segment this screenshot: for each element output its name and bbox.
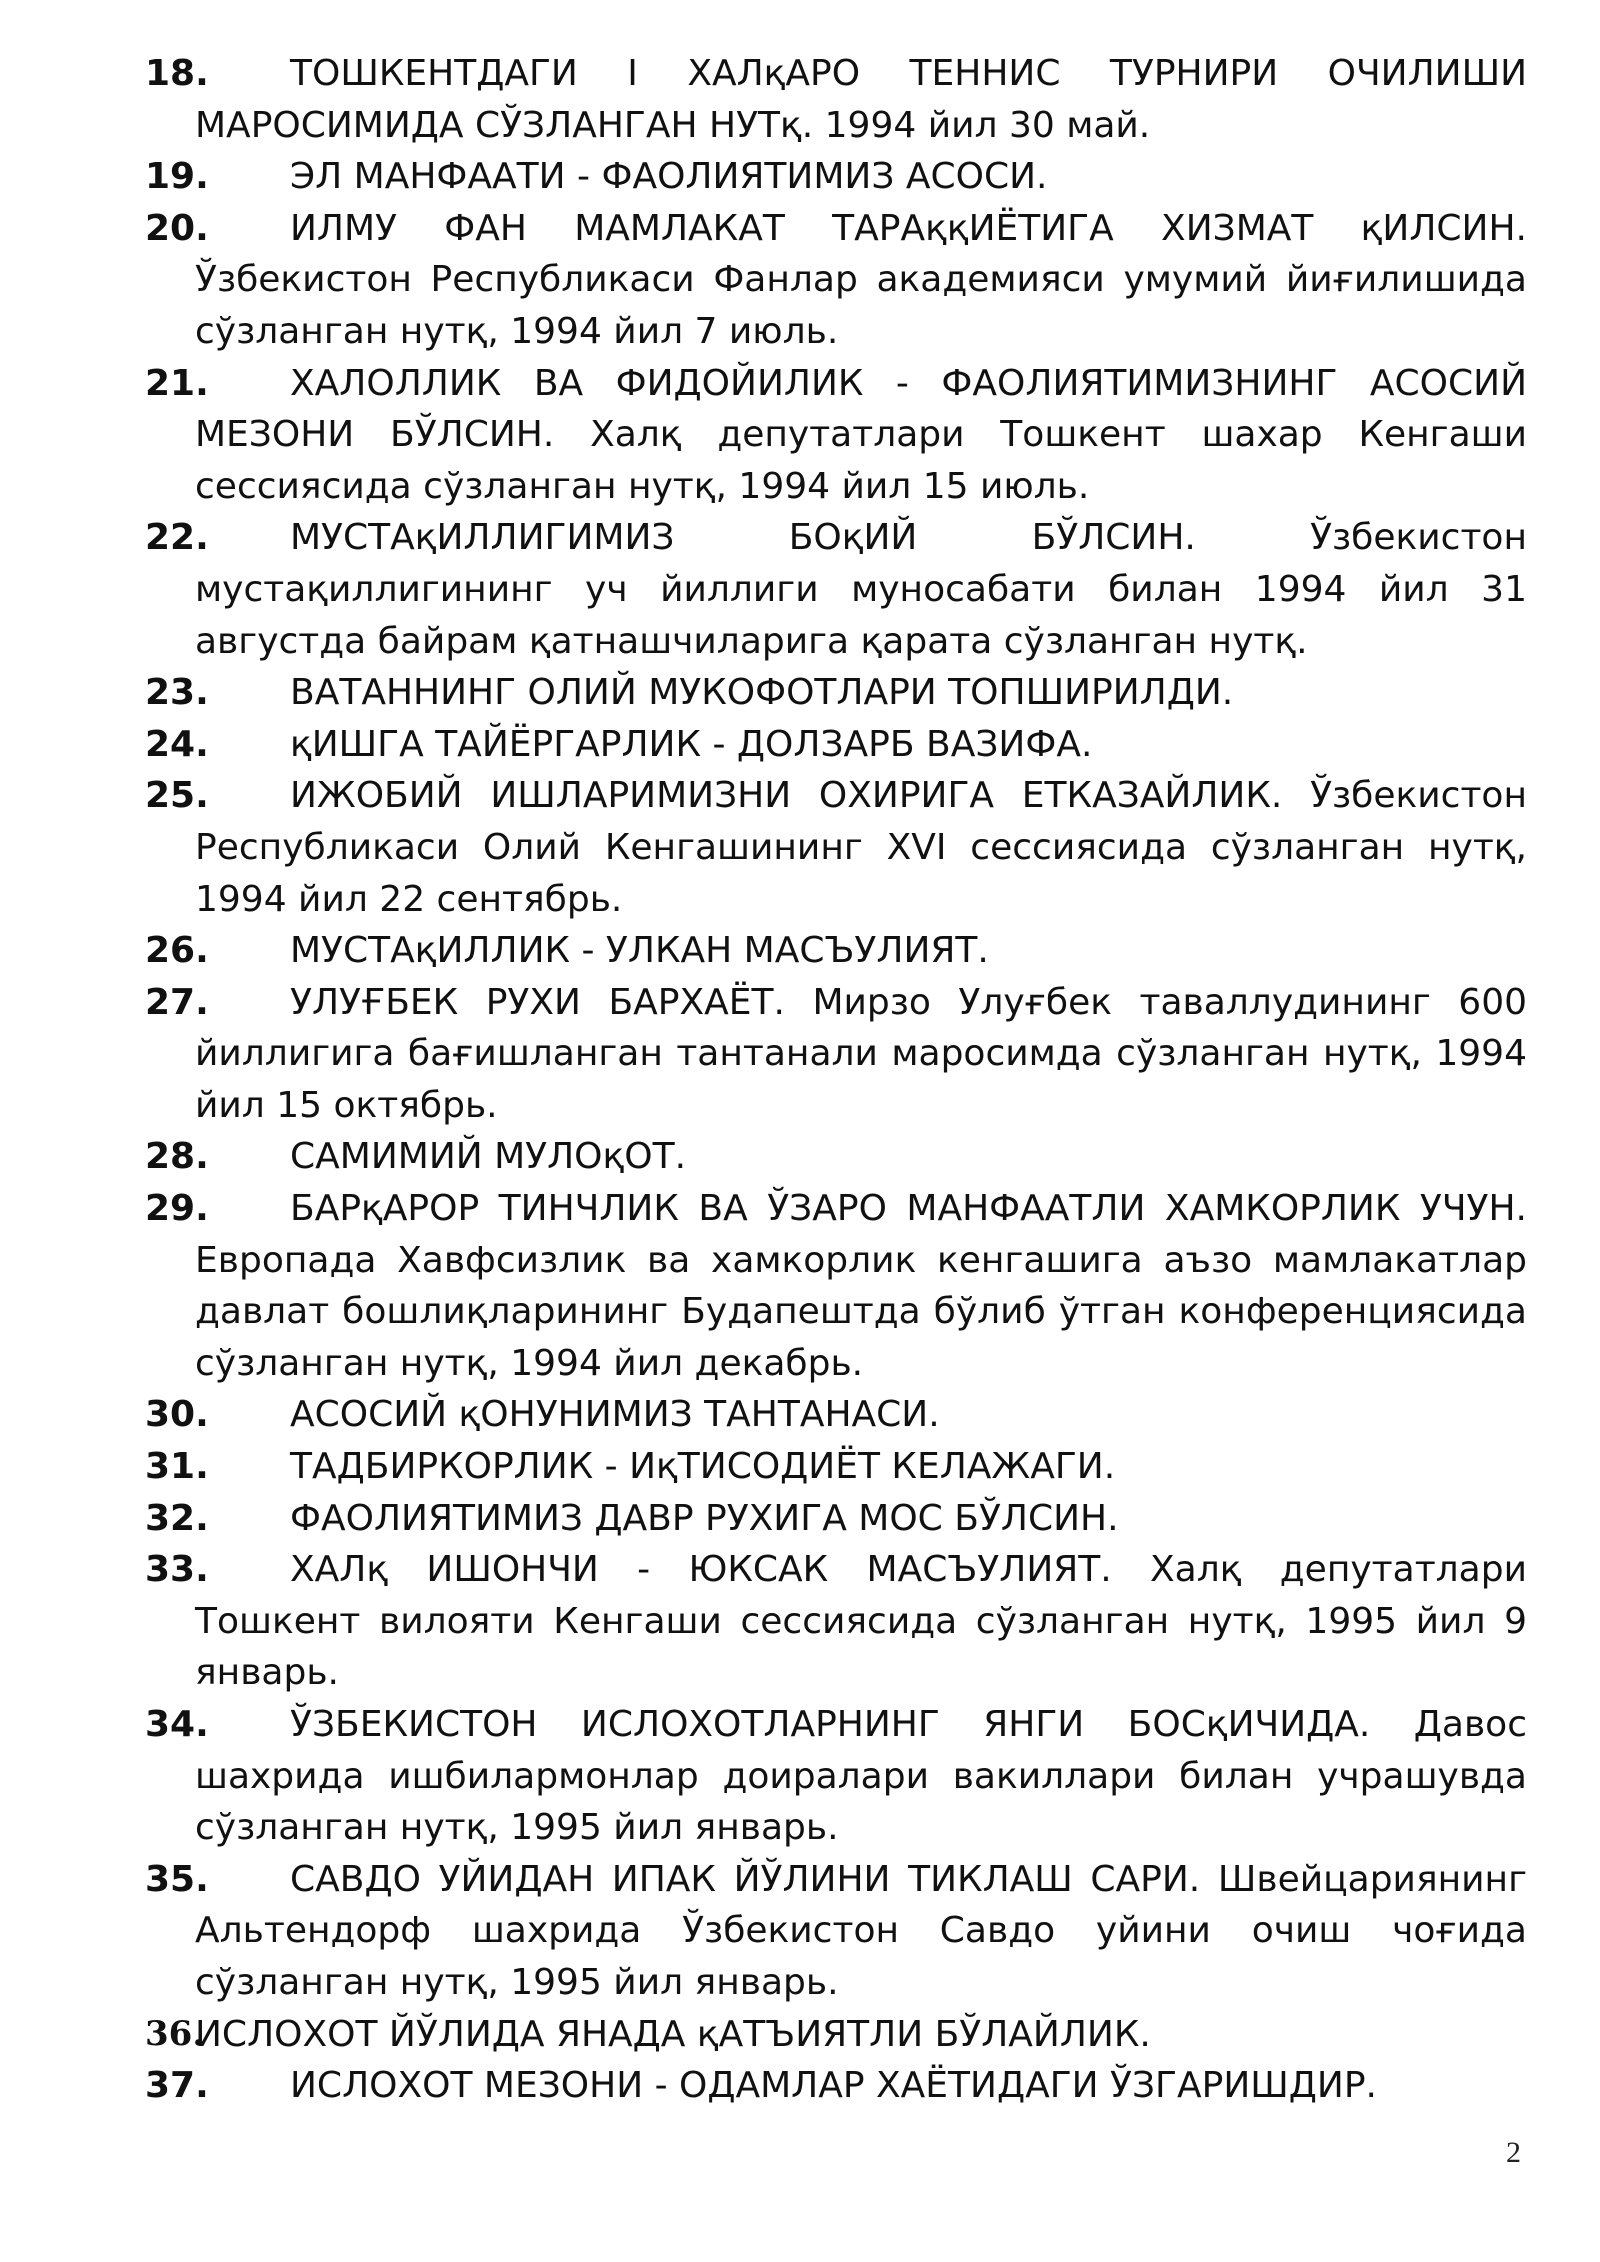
list-item xyxy=(145,770,1527,925)
item-text: САМИМИЙ МУЛОқОТ. xyxy=(290,1136,687,1178)
item-text: ЎЗБЕКИСТОН ИСЛОХОТЛАРНИНГ ЯНГИ БОСқИЧИДА. Давос шахрида ишбилармонлар доиралари вакиллари билан учрашувда сўзланган нутқ, 1995 йил январь. xyxy=(195,1704,1527,1849)
item-text: САВДО УЙИДАН ИПАК ЙЎЛИНИ ТИКЛАШ САРИ. Швейцариянинг Альтендорф шахрида Ўзбекистон Савдо уйини очиш чоғида сўзланган нутқ, 1995 йил январь. xyxy=(195,1858,1527,2003)
item-text: ИСЛОХОТ ЙЎЛИДА ЯНАДА қАТЪИЯТЛИ БЎЛАЙЛИК. xyxy=(195,2013,1151,2055)
item-number: 36. xyxy=(145,2013,205,2054)
item-number: 23. xyxy=(145,672,209,714)
item-text: ИЖОБИЙ ИШЛАРИМИЗНИ ОХИРИГА ЕТКАЗАЙЛИК. Ўзбекистон Республикаси Олий Кенгашининг XVI сессиясида сўзланган нутқ, 1994 йил 22 сентябрь. xyxy=(195,775,1527,920)
item-number: 35. xyxy=(145,1858,209,1900)
item-number: 26. xyxy=(145,930,209,972)
list-item xyxy=(145,1544,1527,1699)
list-item xyxy=(145,512,1527,667)
list-item xyxy=(145,203,1527,358)
item-number: 31. xyxy=(145,1446,209,1488)
item-number: 21. xyxy=(145,362,209,404)
list-item xyxy=(145,977,1527,1132)
list-item xyxy=(145,1183,1527,1389)
list-item xyxy=(145,2009,1527,2061)
list-item xyxy=(145,1131,1527,1183)
item-text: ВАТАННИНГ ОЛИЙ МУКОФОТЛАРИ ТОПШИРИЛДИ. xyxy=(290,672,1234,714)
list-item xyxy=(145,358,1527,513)
item-number: 29. xyxy=(145,1188,209,1230)
document-list xyxy=(145,48,1527,2112)
list-item xyxy=(145,667,1527,719)
item-text: ХАЛОЛЛИК ВА ФИДОЙИЛИК - ФАОЛИЯТИМИЗНИНГ АСОСИЙ МЕЗОНИ БЎЛСИН. Халқ депутатлари Тошкент шахар Кенгаши сессиясида сўзланган нутқ, 1994 йил 15 июль. xyxy=(195,362,1527,507)
item-number: 30. xyxy=(145,1394,209,1436)
list-item xyxy=(145,48,1527,151)
item-text: ХАЛқ ИШОНЧИ - ЮКСАК МАСЪУЛИЯТ. Халқ депутатлари Тошкент вилояти Кенгаши сессиясида сўзланган нутқ, 1995 йил 9 январь. xyxy=(195,1549,1527,1694)
item-text: МУСТАқИЛЛИГИМИЗ БОқИЙ БЎЛСИН. Ўзбекистон мустақиллигининг уч йиллиги муносабати билан 1994 йил 31 августда байрам қатнашчиларига қарата сўзланган нутқ. xyxy=(195,517,1527,662)
item-number: 34. xyxy=(145,1704,209,1745)
list-item xyxy=(145,719,1527,771)
list-item xyxy=(145,925,1527,977)
item-text: АСОСИЙ қОНУНИМИЗ ТАНТАНАСИ. xyxy=(290,1394,940,1436)
item-text: ТОШКЕНТДАГИ I ХАЛқАРО ТЕННИС ТУРНИРИ ОЧИЛИШИ МАРОСИМИДА СЎЗЛАНГАН НУТқ. 1994 йил 30 май. xyxy=(195,53,1527,146)
item-text: ФАОЛИЯТИМИЗ ДАВР РУХИГА МОС БЎЛСИН. xyxy=(290,1497,1119,1539)
list-item xyxy=(145,1699,1527,1854)
item-text: ЭЛ МАНФААТИ - ФАОЛИЯТИМИЗ АСОСИ. xyxy=(290,156,1048,198)
item-text: МУСТАқИЛЛИК - УЛКАН МАСЪУЛИЯТ. xyxy=(290,930,989,972)
item-number: 22. xyxy=(145,517,209,559)
list-item xyxy=(145,2060,1527,2112)
list-item xyxy=(145,1854,1527,2009)
item-text: ИСЛОХОТ МЕЗОНИ - ОДАМЛАР ХАЁТИДАГИ ЎЗГАРИШДИР. xyxy=(290,2065,1377,2107)
item-number: 20. xyxy=(145,207,209,249)
item-number: 33. xyxy=(145,1549,209,1591)
page-number: 2 xyxy=(1506,2136,1521,2169)
list-item xyxy=(145,1493,1527,1545)
item-number: 37. xyxy=(145,2065,209,2107)
item-number: 19. xyxy=(145,156,209,198)
item-number: 28. xyxy=(145,1136,209,1178)
item-number: 18. xyxy=(145,53,209,94)
item-number: 25. xyxy=(145,775,209,817)
item-text: ТАДБИРКОРЛИК - ИқТИСОДИЁТ КЕЛАЖАГИ. xyxy=(290,1446,1116,1488)
list-item xyxy=(145,151,1527,203)
list-item xyxy=(145,1441,1527,1493)
item-text: УЛУҒБЕК РУХИ БАРХАЁТ. Мирзо Улуғбек таваллудининг 600 йиллигига бағишланган тантанали маросимда сўзланган нутқ, 1994 йил 15 октябрь. xyxy=(195,981,1527,1126)
item-text: БАРқАРОР ТИНЧЛИК ВА ЎЗАРО МАНФААТЛИ ХАМКОРЛИК УЧУН. Европада Хавфсизлик ва хамкорлик кенгашига аъзо мамлакатлар давлат бошлиқларининг Будапештда бўлиб ўтган конференциясида сўзланган нутқ, 1994 йил декабрь. xyxy=(195,1188,1527,1384)
item-text: ИЛМУ ФАН МАМЛАКАТ ТАРАққИЁТИГА ХИЗМАТ қИЛСИН. Ўзбекистон Республикаси Фанлар академияси умумий йиғилишида сўзланган нутқ, 1994 йил 7 июль. xyxy=(195,207,1527,352)
list-item xyxy=(145,1389,1527,1441)
item-number: 32. xyxy=(145,1497,209,1539)
item-number: 27. xyxy=(145,981,209,1023)
item-text: қИШГА ТАЙЁРГАРЛИК - ДОЛЗАРБ ВАЗИФА. xyxy=(290,723,1093,765)
item-number: 24. xyxy=(145,723,209,765)
